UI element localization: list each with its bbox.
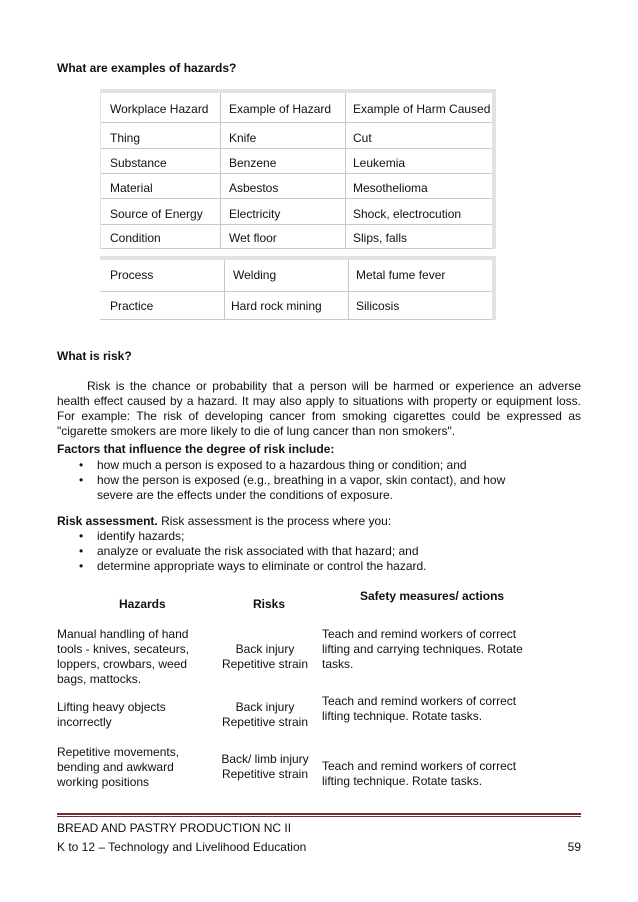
cell-measure: Teach and remind workers of correct lifting and carrying techniques. Rotate tasks. [322,627,523,671]
footer-rule [57,813,581,815]
hazards-heading: What are examples of hazards? [57,61,237,75]
cell: Cut [353,131,372,145]
list-item: • how the person is exposed (e.g., breathing in a vapor, skin contact), and how severe are the effects under the conditions of exposure. [63,473,535,503]
cell-hazard: Repetitive movements, bending and awkward working positions [57,745,180,789]
footer-subtitle: K to 12 – Technology and Livelihood Education [57,840,307,854]
list-item: • determine appropriate ways to eliminate or control the hazard. [63,559,563,574]
cell: Slips, falls [353,231,408,245]
header-hazards: Hazards [119,597,166,611]
cell: Asbestos [229,181,279,195]
list-item: • how much a person is exposed to a hazardous thing or condition; and [63,458,535,473]
assessment-title: Risk assessment. [57,514,158,528]
page-number: 59 [567,840,581,854]
header-example-of-harm: Example of Harm Caused [353,102,491,116]
table-row [100,174,496,198]
header-safety-measures: Safety measures/ actions [360,589,505,603]
factors-heading: Factors that influence the degree of risk include: [57,442,335,456]
cell: Silicosis [356,299,400,313]
table-header-row [100,95,496,119]
assessment-list [63,529,563,574]
risk-paragraph: Risk is the chance or probability that a person will be harmed or experience an adverse health effect caused by a hazard. It may also apply to situations with property or equipment loss. For example: The risk of developing cancer from smoking cigarettes could be expressed as "cigarette smokers are more likely to die of lung cancer than non smokers". [57,379,581,438]
cell-risk: Back injury Repetitive strain [221,642,309,671]
cell-measure: Teach and remind workers of correct lifting technique. Rotate tasks. [322,694,517,723]
table-row [100,292,496,316]
table-row [100,149,496,173]
footer-rule-thin [57,816,581,817]
cell: Electricity [229,207,281,221]
factors-list [63,458,535,503]
assessment-intro [57,514,581,529]
table-row [100,124,496,148]
cell: Condition [110,231,161,245]
cell: Thing [110,131,141,145]
cell: Hard rock mining [231,299,322,313]
assessment-text: Risk assessment is the process where you: [161,514,392,528]
list-item: • identify hazards; [63,529,563,544]
cell-risk: Back/ limb injury Repetitive strain [221,752,309,781]
cell: Source of Energy [110,207,203,221]
table-row [100,224,496,248]
cell-hazard: Lifting heavy objects incorrectly [57,700,166,729]
header-example-of-hazard: Example of Hazard [229,102,332,116]
cell-risk: Back injury Repetitive strain [221,700,309,729]
list-item: • analyze or evaluate the risk associated with that hazard; and [63,544,563,559]
header-risks: Risks [253,597,286,611]
cell: Process [110,268,154,282]
cell: Knife [229,131,257,145]
cell: Benzene [229,156,277,170]
cell: Shock, electrocution [353,207,462,221]
cell: Substance [110,156,167,170]
table-row [100,261,496,285]
cell: Material [110,181,153,195]
cell: Leukemia [353,156,406,170]
table-row [100,200,496,224]
footer-title: BREAD AND PASTRY PRODUCTION NC II [57,821,292,835]
cell: Wet floor [229,231,277,245]
cell: Mesothelioma [353,181,428,195]
cell: Practice [110,299,154,313]
cell: Welding [233,268,277,282]
cell: Metal fume fever [356,268,446,282]
header-workplace-hazard: Workplace Hazard [110,102,209,116]
cell-hazard: Manual handling of hand tools - knives, secateurs, loppers, crowbars, weed bags, mattocks. [57,627,190,686]
cell-measure: Teach and remind workers of correct lifting technique. Rotate tasks. [322,759,517,788]
risk-heading: What is risk? [57,349,132,363]
